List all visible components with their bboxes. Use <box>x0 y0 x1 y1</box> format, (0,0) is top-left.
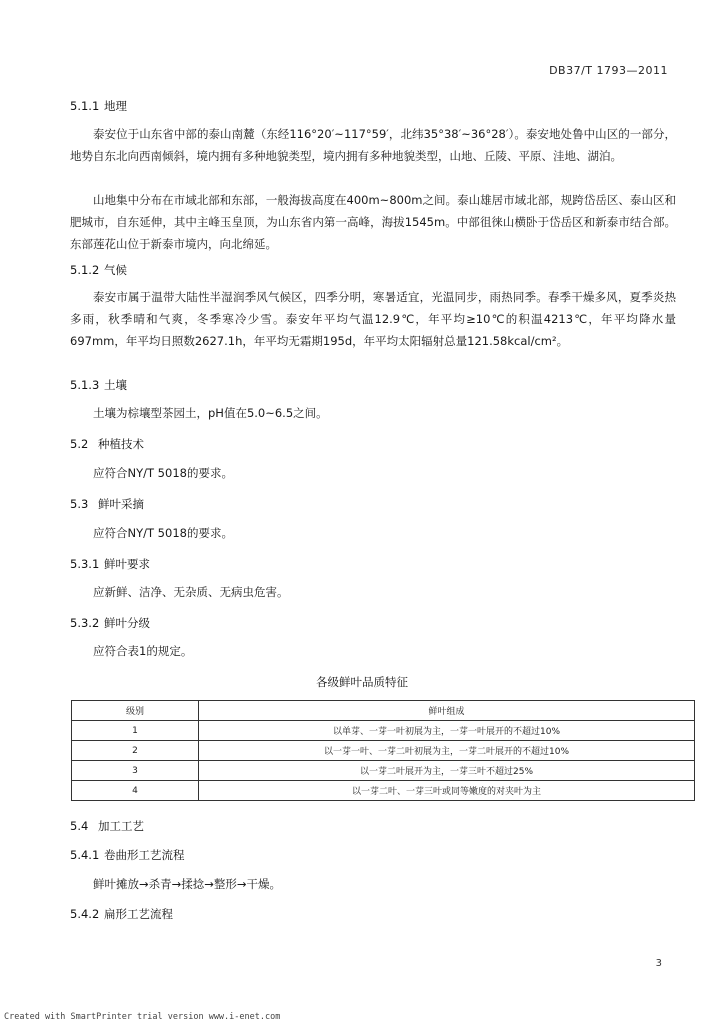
composition-cell: 以单芽、一芽一叶初展为主，一芽一叶展开的不超过10% <box>199 721 695 741</box>
section-title: 卷曲形工艺流程 <box>104 848 185 862</box>
section-title: 鲜叶采摘 <box>98 497 144 511</box>
section-title: 土壤 <box>104 378 127 392</box>
section-number: 5.4.1 <box>70 848 100 862</box>
composition-cell: 以一芽二叶、一芽三叶或同等嫩度的对夹叶为主 <box>199 781 695 801</box>
section-number: 5.3.2 <box>70 616 100 630</box>
paragraph-geography-2: 山地集中分布在市域北部和东部，一般海拔高度在400m~800m之间。泰山雄居市域北部，规跨岱岳区、泰山区和肥城市，自东延伸，其中主峰玉皇顶，为山东省内第一高峰，海拔1545m。中部徂徕山横卧于岱岳区和新泰市结合部。东部莲花山位于新泰市境内，向北绵延。 <box>70 193 676 251</box>
section-title: 扁形工艺流程 <box>104 907 173 921</box>
table-header-grade: 级别 <box>72 701 199 721</box>
grade-cell: 1 <box>72 721 199 741</box>
table-row <box>72 761 695 781</box>
composition-cell: 以一芽二叶展开为主，一芽三叶不超过25% <box>199 761 695 781</box>
section-title: 种植技术 <box>98 437 144 451</box>
section-number: 5.1.1 <box>70 99 100 113</box>
paragraph-leaf-requirements: 应新鲜、洁净、无杂质、无病虫危害。 <box>93 585 289 599</box>
section-number: 5.4.2 <box>70 907 100 921</box>
paragraph-soil: 土壤为棕壤型茶园土，pH值在5.0~6.5之间。 <box>93 406 328 420</box>
paragraph-geography-1: 泰安位于山东省中部的泰山南麓（东经116°20′~117°59′，北纬35°38′~36°28′）。泰安地处鲁中山区的一部分，地势自东北向西南倾斜，境内拥有多种地貌类型，境内拥有多种地貌类型，山地、丘陵、平原、洼地、湖泊。 <box>70 127 676 163</box>
section-heading-5-1-2 <box>70 262 127 278</box>
section-title: 鲜叶要求 <box>104 557 150 571</box>
paragraph-curled-process: 鲜叶摊放→杀青→揉捻→整形→干燥。 <box>93 877 282 891</box>
table-row <box>72 721 695 741</box>
paragraph-picking: 应符合NY/T 5018的要求。 <box>93 526 233 540</box>
section-heading-5-4-2 <box>70 906 173 922</box>
section-heading-5-1-3 <box>70 377 127 393</box>
section-title: 地理 <box>104 99 127 113</box>
composition-cell: 以一芽一叶、一芽二叶初展为主，一芽二叶展开的不超过10% <box>199 741 695 761</box>
standard-code-header: DB37/T 1793—2011 <box>549 64 668 77</box>
section-number: 5.3 <box>70 497 89 511</box>
section-heading-5-3-1 <box>70 556 150 572</box>
section-title: 鲜叶分级 <box>104 616 150 630</box>
table-header-composition: 鲜叶组成 <box>199 701 695 721</box>
section-title: 气候 <box>104 263 127 277</box>
grade-cell: 4 <box>72 781 199 801</box>
section-number: 5.2 <box>70 437 89 451</box>
table-row <box>72 781 695 801</box>
paragraph-planting: 应符合NY/T 5018的要求。 <box>93 466 233 480</box>
section-heading-5-1-1 <box>70 98 127 114</box>
section-number: 5.4 <box>70 819 89 833</box>
page-number: 3 <box>655 958 662 969</box>
section-heading-5-2 <box>70 436 144 452</box>
table-header-row <box>72 701 695 721</box>
grade-cell: 2 <box>72 741 199 761</box>
grade-cell: 3 <box>72 761 199 781</box>
section-number: 5.1.2 <box>70 263 100 277</box>
watermark-text: Created with SmartPrinter trial version www.i-enet.com <box>4 1012 281 1022</box>
paragraph-climate: 泰安市属于温带大陆性半湿润季风气候区，四季分明，寒暑适宜，光温同步，雨热同季。春季干燥多风，夏季炎热多雨，秋季晴和气爽，冬季寒冷少雪。泰安年平均气温12.9℃，年平均≥10℃的积温4213℃，年平均降水量697mm，年平均日照数2627.1h，年平均无霜期195d，年平均太阳辐射总量121.58kcal/cm²。 <box>70 290 676 348</box>
section-heading-5-3-2 <box>70 615 150 631</box>
paragraph-leaf-grading: 应符合表1的规定。 <box>93 644 193 658</box>
section-title: 加工工艺 <box>98 819 144 833</box>
section-heading-5-4-1 <box>70 847 185 863</box>
table-title: 各级鲜叶品质特征 <box>316 675 408 689</box>
section-heading-5-4 <box>70 818 144 834</box>
leaf-grade-table <box>71 700 695 801</box>
section-number: 5.1.3 <box>70 378 100 392</box>
section-heading-5-3 <box>70 496 144 512</box>
table-row <box>72 741 695 761</box>
section-number: 5.3.1 <box>70 557 100 571</box>
